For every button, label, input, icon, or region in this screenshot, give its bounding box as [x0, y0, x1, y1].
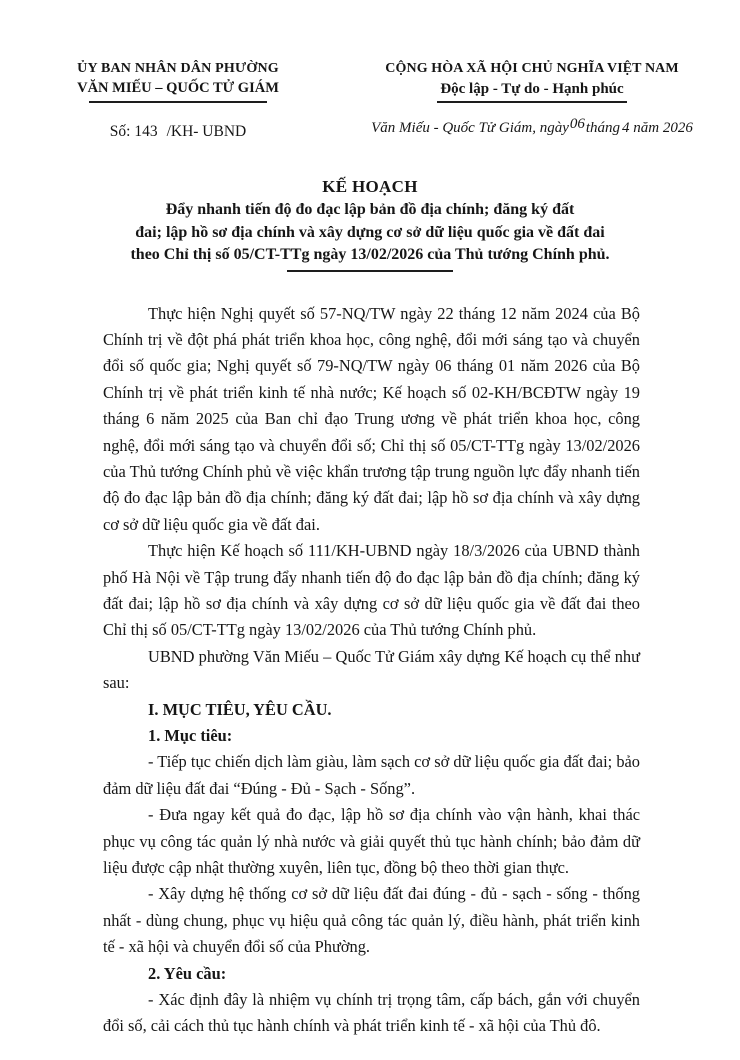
document-title-line: theo Chỉ thị số 05/CT-TTg ngày 13/02/2026 của Thủ tướng Chính phủ. [130, 246, 610, 263]
date-month-filled: 4 [622, 120, 630, 136]
document-number-suffix: /KH- UBND [166, 123, 247, 140]
body-paragraph: Thực hiện Nghị quyết số 57-NQ/TW ngày 22 tháng 12 năm 2024 của Bộ Chính trị về đột phá phát triển khoa học, công nghệ, đổi mới sáng tạo và chuyển đổi số quốc gia; Nghị quyết số 79-NQ/TW ngày 06 tháng 01 năm 2026 của Bộ Chính trị về phát triển kinh tế nhà nước; Kế hoạch số 02-KH/BCĐTW ngày 19 tháng 6 năm 2025 của Ban chỉ đạo Trung ương về phát triển khoa học, công nghệ, đổi mới sáng tạo và chuyển đổi số; Chỉ thị số 05/CT-TTg ngày 13/02/2026 của Thủ tướng Chính phủ về việc khẩn trương tập trung nguồn lực đẩy nhanh tiến độ đo đạc lập bản đồ địa chính; đăng ký đất đai; lập hồ sơ địa chính và xây dựng cơ sở dữ liệu quốc gia về đất đai. [103, 303, 640, 534]
national-motto-block [336, 59, 728, 137]
national-title: CỘNG HÒA XÃ HỘI CHỦ NGHĨA VIỆT NAM [385, 61, 679, 76]
document-number-value: 143 [134, 123, 158, 140]
issuing-authority-name: ỦY BAN NHÂN DÂN PHƯỜNG [77, 61, 279, 76]
national-motto-wrap [336, 78, 728, 103]
authority-underline-rule [89, 101, 267, 103]
body-paragraph: - Xác định đây là nhiệm vụ chính trị trọng tâm, cấp bách, gắn với chuyển đổi số, cải cách thủ tục hành chính và phát triển kinh tế - xã hội của Thủ đô. [103, 990, 640, 1036]
document-header [0, 59, 740, 141]
place-date-line [336, 116, 728, 137]
document-title-line: Đẩy nhanh tiến độ đo đạc lập bản đồ địa chính; đăng ký đất [165, 201, 575, 218]
document-number [28, 123, 328, 141]
date-year-part: năm 2026 [629, 120, 693, 136]
section-heading: I. MỤC TIÊU, YÊU CẦU. [148, 699, 332, 719]
issuing-authority-ward: VĂN MIẾU – QUỐC TỬ GIÁM [77, 80, 279, 96]
date-month-label: tháng [585, 120, 621, 136]
body-paragraph: - Tiếp tục chiến dịch làm giàu, làm sạch cơ sở dữ liệu quốc gia đất đai; bảo đảm dữ liệu đất đai “Đúng - Đủ - Sạch - Sống”. [103, 752, 640, 798]
body-paragraph: UBND phường Văn Miếu – Quốc Tử Giám xây dựng Kế hoạch cụ thể như sau: [103, 646, 640, 693]
document-title-lines [0, 199, 740, 267]
issuing-authority-block [28, 59, 328, 141]
national-motto: Độc lập - Tự do - Hạnh phúc [437, 79, 626, 103]
body-paragraph: Thực hiện Kế hoạch số 111/KH-UBND ngày 18/3/2026 của UBND thành phố Hà Nội về Tập trung đẩy nhanh tiến độ đo đạc lập bản đồ địa chính; đăng ký đất đai; lập hồ sơ địa chính và xây dựng cơ sở dữ liệu quốc gia về đất đai theo Chỉ thị số 05/CT-TTg ngày 13/02/2026 của Thủ tướng Chính phủ. [103, 541, 640, 640]
date-day-filled: 06 [569, 116, 585, 132]
section-heading: 1. Mục tiêu: [148, 726, 233, 745]
section-heading: 2. Yêu cầu: [148, 963, 227, 983]
document-body [103, 301, 640, 1040]
document-number-label: Số: [109, 123, 135, 140]
title-separator-rule [287, 270, 453, 272]
document-title-line: đai; lập hồ sơ địa chính và xây dựng cơ sở dữ liệu quốc gia về đất đai [135, 223, 605, 241]
body-paragraph: - Đưa ngay kết quả đo đạc, lập hồ sơ địa chính vào vận hành, khai thác phục vụ công tác quản lý nhà nước và giải quyết thủ tục hành chính; bảo đảm dữ liệu được cập nhật thường xuyên, liên tục, đồng bộ theo thời gian thực. [103, 805, 640, 878]
document-title-heading: KẾ HOẠCH [322, 177, 418, 196]
date-place: Văn Miếu - Quốc Tử Giám, ngày [371, 120, 569, 136]
body-paragraph: - Xây dựng hệ thống cơ sở dữ liệu đất đai đúng - đủ - sạch - sống - thống nhất - dùng chung, phục vụ hiệu quả công tác quản lý, điều hành, phát triển kinh tế - xã hội và chuyển đổi số của Phường. [103, 884, 640, 957]
document-title-block [0, 175, 740, 272]
